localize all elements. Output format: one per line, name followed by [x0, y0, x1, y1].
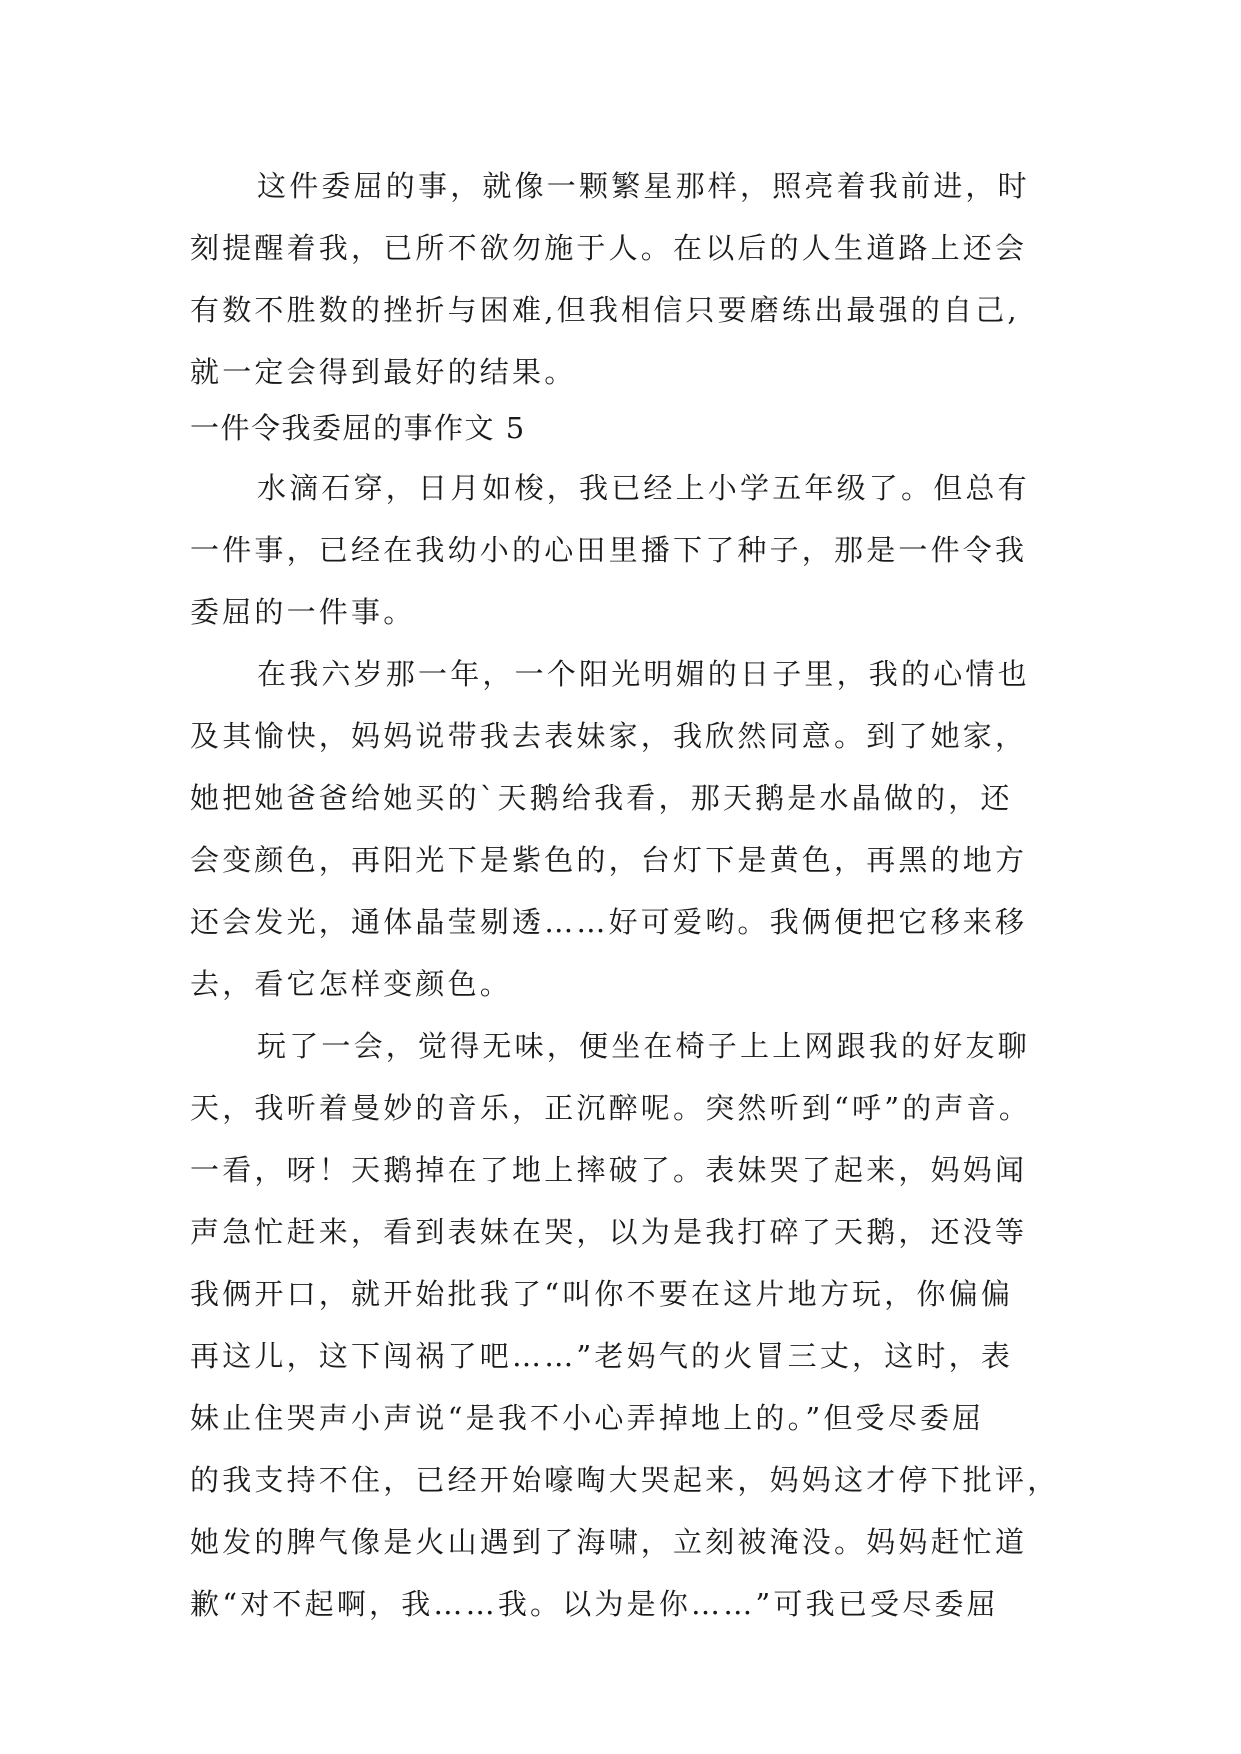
text-line: 就一定会得到最好的结果。	[190, 355, 577, 389]
text-line: 委屈的一件事。	[190, 595, 416, 629]
text-line: 的我支持不住，已经开始嚎啕大哭起来，妈妈这才停下批评，	[190, 1463, 1060, 1497]
text-line: 去，看它怎样变颜色。	[190, 967, 513, 1001]
text-line: 玩了一会，觉得无味，便坐在椅子上上网跟我的好友聊	[257, 1029, 1030, 1063]
text-line: 及其愉快，妈妈说带我去表妹家，我欣然同意。到了她家，	[190, 719, 1028, 753]
text-line: 一件事，已经在我幼小的心田里播下了种子，那是一件令我	[190, 533, 1028, 567]
text-line: 她把她爸爸给她买的`天鹅给我看，那天鹅是水晶做的，还	[190, 781, 1013, 815]
text-line: 一看，呀！天鹅掉在了地上摔破了。表妹哭了起来，妈妈闻	[190, 1153, 1028, 1187]
text-line: 刻提醒着我，已所不欲勿施于人。在以后的人生道路上还会	[190, 231, 1028, 265]
text-line: 水滴石穿，日月如梭，我已经上小学五年级了。但总有	[257, 471, 1030, 505]
text-line: 还会发光，通体晶莹剔透……好可爱哟。我俩便把它移来移	[190, 905, 1028, 939]
text-line: 她发的脾气像是火山遇到了海啸，立刻被淹没。妈妈赶忙道	[190, 1525, 1028, 1559]
text-line: 会变颜色，再阳光下是紫色的，台灯下是黄色，再黑的地方	[190, 843, 1028, 877]
text-line: 歉“对不起啊，我……我。以为是你……”可我已受尽委屈	[190, 1587, 999, 1621]
section-heading: 一件令我委屈的事作文 5	[190, 411, 526, 445]
text-line: 在我六岁那一年，一个阳光明媚的日子里，我的心情也	[257, 657, 1030, 691]
text-line: 这件委屈的事，就像一颗繁星那样，照亮着我前进，时	[257, 169, 1030, 203]
text-line: 天，我听着曼妙的音乐，正沉醉呢。突然听到“呼”的声音。	[190, 1091, 1032, 1125]
text-line: 妹止住哭声小声说“是我不小心弄掉地上的。”但受尽委屈	[190, 1401, 985, 1435]
text-line: 我俩开口，就开始批我了“叫你不要在这片地方玩，你偏偏	[190, 1277, 1014, 1311]
text-line: 声急忙赶来，看到表妹在哭，以为是我打碎了天鹅，还没等	[190, 1215, 1028, 1249]
text-line: 有数不胜数的挫折与困难,但我相信只要磨练出最强的自己,	[190, 293, 1020, 327]
text-line: 再这儿，这下闯祸了吧……”老妈气的火冒三丈，这时，表	[190, 1339, 1014, 1373]
